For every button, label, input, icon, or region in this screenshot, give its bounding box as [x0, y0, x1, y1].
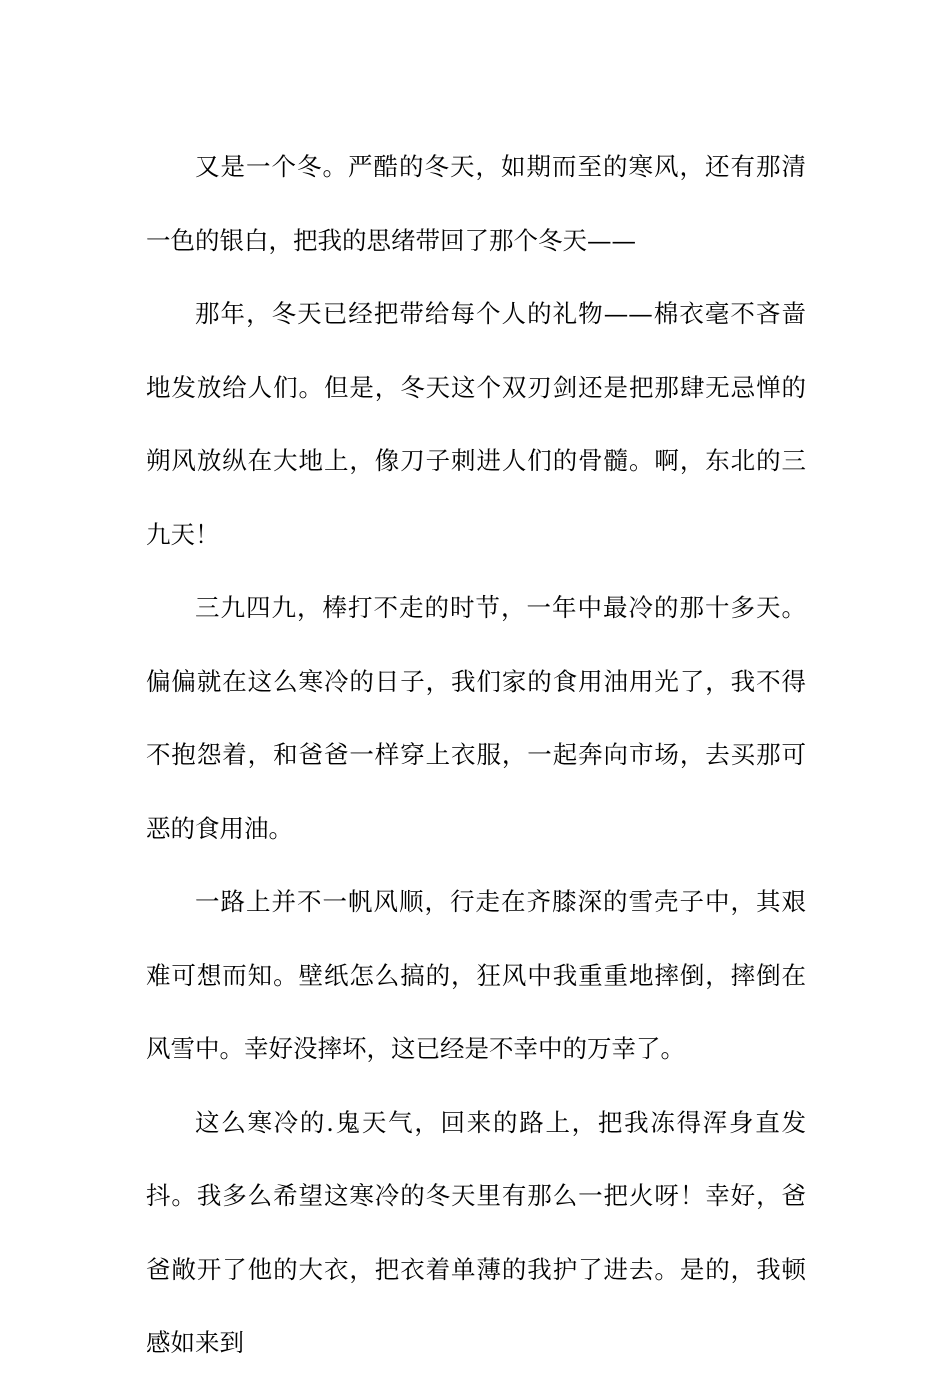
paragraph-2: 那年，冬天已经把带给每个人的礼物——棉衣毫不吝啬地发放给人们。但是，冬天这个双刃剑还是把那肆无忌惮的朔风放纵在大地上，像刀子刺进人们的骨髓。啊，东北的三九天！ — [146, 299, 806, 549]
document-body — [146, 130, 806, 1380]
paragraph-3: 三九四九，棒打不走的时节，一年中最冷的那十多天。偏偏就在这么寒冷的日子，我们家的食用油用光了，我不得不抱怨着，和爸爸一样穿上衣服，一起奔向市场，去买那可恶的食用油。 — [146, 593, 806, 843]
paragraph-5: 这么寒冷的.鬼天气，回来的路上，把我冻得浑身直发抖。我多么希望这寒冷的冬天里有那么一把火呀！幸好，爸爸敞开了他的大衣，把衣着单薄的我护了进去。是的，我顿感如来到 — [146, 1107, 806, 1357]
paragraph-4: 一路上并不一帆风顺，行走在齐膝深的雪壳子中，其艰难可想而知。壁纸怎么搞的，狂风中我重重地摔倒，摔倒在风雪中。幸好没摔坏，这已经是不幸中的万幸了。 — [146, 887, 806, 1063]
paragraph-1: 又是一个冬。严酷的冬天，如期而至的寒风，还有那清一色的银白，把我的思绪带回了那个冬天—— — [146, 152, 806, 255]
